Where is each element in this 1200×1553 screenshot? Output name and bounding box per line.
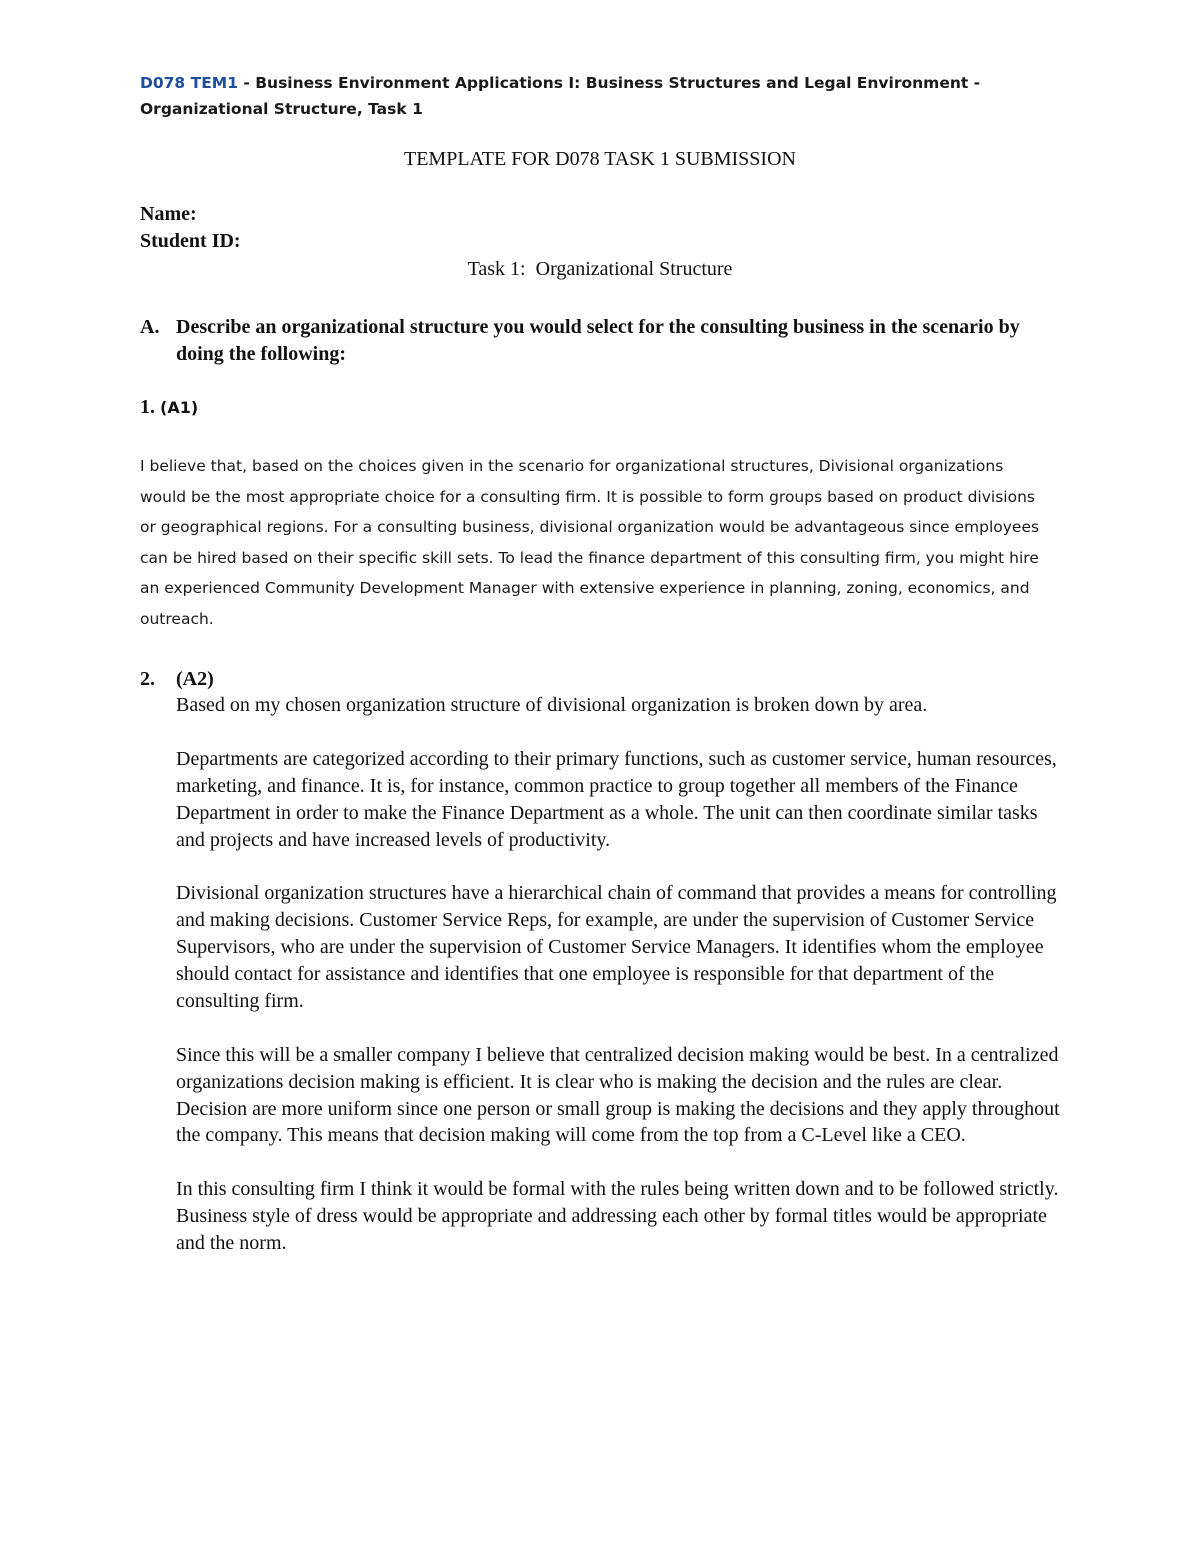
a2-paragraph-4: Since this will be a smaller company I believe that centralized decision making would be best. In a centralized organizations decision making is efficient. It is clear who is making the decision and the rules are clear. Decision are more uniform since one person or small group is making the decisions and they apply throughout the company. This means that decision making will come from the top from a C-Level like a CEO. <box>176 1043 1060 1147</box>
a1-tag: (A1) <box>160 398 199 417</box>
student-id-label: Student ID: <box>140 230 241 252</box>
name-label: Name: <box>140 203 197 225</box>
section-a-marker: A. <box>140 316 160 338</box>
a2-paragraph-5: In this consulting firm I think it would be formal with the rules being written down and to be followed strictly. Business style of dress would be appropriate and addressing each other by formal titles would be appropriate and the norm. <box>176 1178 1059 1255</box>
task-number: Task 1: <box>467 258 526 280</box>
task-name: Organizational Structure <box>535 258 733 280</box>
a1-heading <box>140 394 198 421</box>
a1-body <box>140 451 1040 634</box>
header-text: - Business Environment Applications I: Business Structures and Legal Environment - Organizational Structure, Task 1 <box>140 74 981 118</box>
section-a <box>140 314 1060 368</box>
document-header <box>140 70 1040 122</box>
a2-heading <box>140 666 214 692</box>
a2-number: 2. <box>140 668 155 690</box>
a1-paragraph: I believe that, based on the choices given in the scenario for organizational structures, Divisional organizations would be the most appropriate choice for a consulting firm. It is possible to form groups based on product divisions or geographical regions. For a consulting business, divisional organization would be advantageous since employees can be hired based on their specific skill sets. To lead the finance department of this consulting firm, you might hire an experienced Community Development Manager with extensive experience in planning, zoning, economics, and outreach. <box>140 457 1040 628</box>
a1-number: 1. <box>140 396 155 418</box>
a2-body <box>176 692 1064 1284</box>
course-code: D078 TEM1 <box>140 74 238 92</box>
a2-paragraph-3: Divisional organization structures have a hierarchical chain of command that provides a means for controlling and making decisions. Customer Service Reps, for example, are under the supervision of Customer Service Supervisors, who are under the supervision of Customer Service Managers. It identifies whom the employee should contact for assistance and identifies that one employee is responsible for that department of the consulting firm. <box>176 882 1057 1012</box>
task-title <box>140 256 1060 282</box>
a2-paragraph-2: Departments are categorized according to their primary functions, such as customer service, human resources, marketing, and finance. It is, for instance, common practice to group together all members of the Finance Department in order to make the Finance Department as a whole. The unit can then coordinate similar tasks and projects and have increased levels of productivity. <box>176 747 1057 851</box>
section-a-text: Describe an organizational structure you would select for the consulting business in the scenario by doing the following: <box>176 316 1020 365</box>
a2-tag: (A2) <box>176 668 214 690</box>
a2-paragraph-1: Based on my chosen organization structure of divisional organization is broken down by area. <box>176 694 928 716</box>
page-title: TEMPLATE FOR D078 TASK 1 SUBMISSION <box>404 148 796 170</box>
